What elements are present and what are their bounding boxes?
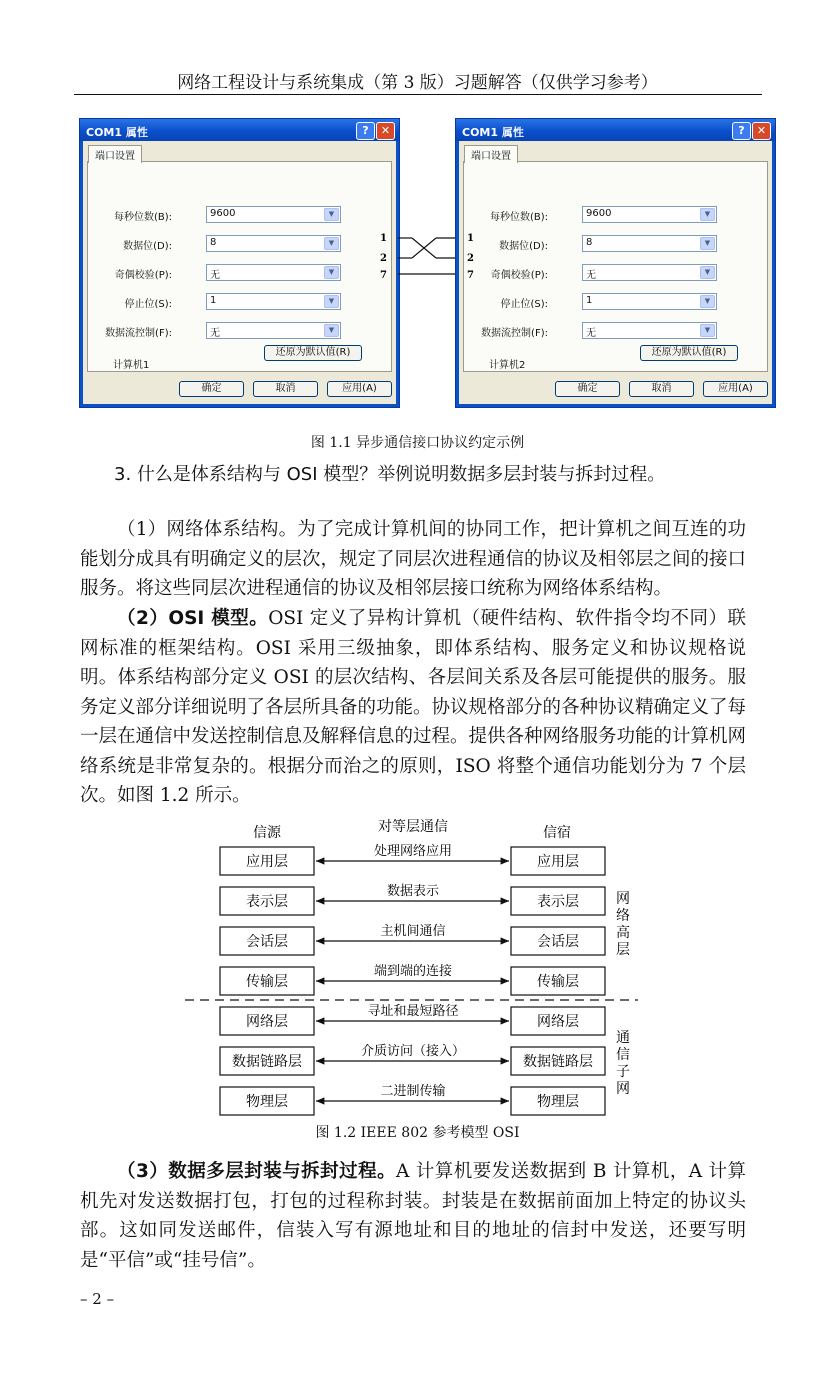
sink-layer-name: 物理层	[537, 1094, 579, 1110]
parity-select[interactable]	[582, 264, 717, 281]
lower-group-label	[616, 1030, 630, 1097]
lower-group-char: 子	[616, 1064, 630, 1080]
restore-defaults-button[interactable]: 还原为默认值(R)	[264, 345, 362, 361]
upper-group-char: 络	[616, 908, 630, 924]
flow-control-value: 无	[210, 328, 220, 339]
pin-label-7-left: 7	[380, 270, 387, 281]
source-layer-name: 传输层	[246, 974, 288, 990]
com1-properties-dialog-computer1	[79, 118, 400, 408]
osi-diagram	[180, 815, 650, 1120]
data-bits-select[interactable]	[206, 235, 341, 252]
tab-port-settings[interactable]: 端口设置	[464, 145, 518, 163]
baud-rate-select[interactable]	[582, 206, 717, 223]
baud-rate-select[interactable]	[206, 206, 341, 223]
peer-protocol-label: 数据表示	[386, 884, 440, 899]
flow-control-select[interactable]	[206, 322, 341, 339]
data-bits-value: 8	[210, 237, 217, 248]
paragraph-architecture: （1）网络体系结构。为了完成计算机间的协同工作，把计算机之间互连的功能划分成具有明确定义的层次，规定了同层次进程通信的协议及相邻层之间的接口服务。将这些同层次进程通信的协议及相邻层接口统称为网络体系结构。	[80, 519, 747, 599]
source-layer-name: 会话层	[246, 934, 288, 950]
source-layer-name: 数据链路层	[232, 1054, 302, 1070]
restore-defaults-button[interactable]: 还原为默认值(R)	[640, 345, 738, 361]
ok-button[interactable]: 确定	[555, 381, 620, 397]
port-settings-panel	[463, 161, 768, 372]
stop-bits-select[interactable]	[582, 293, 717, 310]
data-bits-label: 数据位(D):	[499, 241, 548, 252]
dialog-title: COM1 属性	[462, 126, 524, 139]
pin-label-2-left: 2	[380, 253, 387, 264]
source-label: 信源	[253, 825, 281, 841]
help-icon[interactable]: ?	[356, 122, 375, 140]
help-icon[interactable]: ?	[732, 122, 751, 140]
peer-protocol-label: 主机间通信	[380, 924, 446, 939]
chevron-down-icon[interactable]: ▼	[700, 237, 715, 250]
parity-label: 奇偶校验(P):	[114, 270, 172, 281]
chevron-down-icon[interactable]: ▼	[324, 324, 339, 337]
flow-control-label: 数据流控制(F):	[481, 328, 548, 339]
pin-label-1-right: 1	[467, 233, 474, 244]
source-layer-name: 应用层	[246, 854, 288, 870]
sink-layer-name: 表示层	[537, 894, 579, 910]
com1-properties-dialog-computer2	[455, 118, 776, 408]
lower-group-char: 通	[616, 1030, 630, 1046]
source-layer-name: 表示层	[246, 894, 288, 910]
upper-group-char: 层	[616, 942, 630, 958]
dialog-body	[83, 141, 396, 404]
lower-group-char: 信	[616, 1047, 630, 1063]
stop-bits-label: 停止位(S):	[500, 299, 548, 310]
sink-layer-name: 应用层	[537, 854, 579, 870]
close-icon[interactable]: ✕	[752, 122, 771, 140]
sink-label: 信宿	[543, 825, 571, 841]
sink-layer-name: 网络层	[537, 1014, 579, 1030]
ok-button[interactable]: 确定	[179, 381, 244, 397]
chevron-down-icon[interactable]: ▼	[324, 295, 339, 308]
pin-label-1-left: 1	[380, 233, 387, 244]
data-bits-label: 数据位(D):	[123, 241, 172, 252]
chevron-down-icon[interactable]: ▼	[700, 324, 715, 337]
stop-bits-select[interactable]	[206, 293, 341, 310]
figure-1-2-caption: 图 1.2 IEEE 802 参考模型 OSI	[315, 1125, 520, 1141]
chevron-down-icon[interactable]: ▼	[700, 208, 715, 221]
paragraph-osi-model	[80, 604, 746, 811]
baud-rate-value: 9600	[586, 208, 612, 219]
tab-port-settings[interactable]: 端口设置	[88, 145, 142, 163]
paragraph-encapsulation-lead: （3）数据多层封装与拆封过程。	[117, 1161, 397, 1182]
page-number: – 2 –	[80, 1290, 115, 1308]
figure-1-1-caption: 图 1.1 异步通信接口协议约定示例	[310, 435, 525, 451]
dialog-body	[459, 141, 772, 404]
peer-protocol-label: 处理网络应用	[373, 844, 453, 859]
chevron-down-icon[interactable]: ▼	[324, 266, 339, 279]
peer-protocol-label: 端到端的连接	[373, 964, 453, 979]
upper-group-char: 网	[616, 891, 630, 907]
lower-group-char: 网	[616, 1081, 630, 1097]
flow-control-select[interactable]	[582, 322, 717, 339]
dialog-title-bar	[80, 119, 399, 141]
peer-communication-label: 对等层通信	[378, 819, 448, 835]
computer-label: 计算机2	[489, 360, 526, 371]
running-header: 网络工程设计与系统集成（第 3 版）习题解答（仅供学习参考）	[177, 73, 658, 93]
question-3: 3. 什么是体系结构与 OSI 模型？举例说明数据多层封装与拆封过程。	[114, 464, 666, 485]
paragraph-encapsulation	[80, 1157, 746, 1275]
sink-layer-name: 数据链路层	[523, 1054, 593, 1070]
paragraph-osi-lead: （2）OSI 模型。	[117, 608, 269, 629]
peer-protocol-label: 寻址和最短路径	[367, 1004, 459, 1019]
data-bits-select[interactable]	[582, 235, 717, 252]
peer-protocol-label: 二进制传输	[380, 1084, 446, 1099]
sink-layer-name: 会话层	[537, 934, 579, 950]
baud-rate-value: 9600	[210, 208, 236, 219]
dialog-title: COM1 属性	[86, 126, 148, 139]
header-rule	[74, 94, 762, 95]
flow-control-value: 无	[586, 328, 596, 339]
pin-label-7-right: 7	[467, 270, 474, 281]
cancel-button[interactable]: 取消	[629, 381, 694, 397]
flow-control-label: 数据流控制(F):	[105, 328, 172, 339]
baud-rate-label: 每秒位数(B):	[489, 212, 548, 223]
data-bits-value: 8	[586, 237, 593, 248]
close-icon[interactable]: ✕	[376, 122, 395, 140]
stop-bits-value: 1	[586, 295, 593, 306]
apply-button[interactable]: 应用(A)	[327, 381, 392, 397]
source-layer-name: 物理层	[246, 1094, 288, 1110]
upper-group-label	[616, 891, 630, 958]
dialog-title-bar	[456, 119, 775, 141]
chevron-down-icon[interactable]: ▼	[700, 266, 715, 279]
serial-crossover-wiring	[370, 225, 490, 285]
parity-select[interactable]	[206, 264, 341, 281]
computer-label: 计算机1	[113, 360, 150, 371]
stop-bits-label: 停止位(S):	[124, 299, 172, 310]
upper-group-char: 高	[616, 925, 630, 941]
sink-layer-name: 传输层	[537, 974, 579, 990]
chevron-down-icon[interactable]: ▼	[700, 295, 715, 308]
cancel-button[interactable]: 取消	[253, 381, 318, 397]
port-settings-panel	[87, 161, 392, 372]
paragraph-osi-body: OSI 定义了异构计算机（硬件结构、软件指令均不同）联网标准的框架结构。OSI 采用三级抽象，即体系结构、服务定义和协议规格说明。体系结构部分定义 OSI 的层次结构、各层间关系及各层可能提供的服务。服务定义部分详细说明了各层所具备的功能。协议规格部分的各种协议精确定义了每一层在通信中发送控制信息及解释信息的过程。提供各种网络服务功能的计算机网络系统是非常复杂的。根据分而治之的原则，ISO 将整个通信功能划分为 7 个层次。如图 1.2 所示。	[80, 608, 747, 806]
osi-model-figure	[180, 815, 650, 1124]
chevron-down-icon[interactable]: ▼	[324, 237, 339, 250]
baud-rate-label: 每秒位数(B):	[113, 212, 172, 223]
parity-label: 奇偶校验(P):	[490, 270, 548, 281]
parity-value: 无	[210, 270, 220, 281]
source-layer-name: 网络层	[246, 1014, 288, 1030]
pin-label-2-right: 2	[467, 253, 474, 264]
peer-protocol-label: 介质访问（接入）	[360, 1044, 466, 1059]
parity-value: 无	[586, 270, 596, 281]
paragraph-encapsulation-body: A 计算机要发送数据到 B 计算机，A 计算机先对发送数据打包，打包的过程称封装。封装是在数据前面加上特定的协议头部。这如同发送邮件，信装入写有源地址和目的地址的信封中发送，还要写明是“平信”或“挂号信”。	[80, 1161, 746, 1271]
apply-button[interactable]: 应用(A)	[703, 381, 768, 397]
stop-bits-value: 1	[210, 295, 217, 306]
chevron-down-icon[interactable]: ▼	[324, 208, 339, 221]
